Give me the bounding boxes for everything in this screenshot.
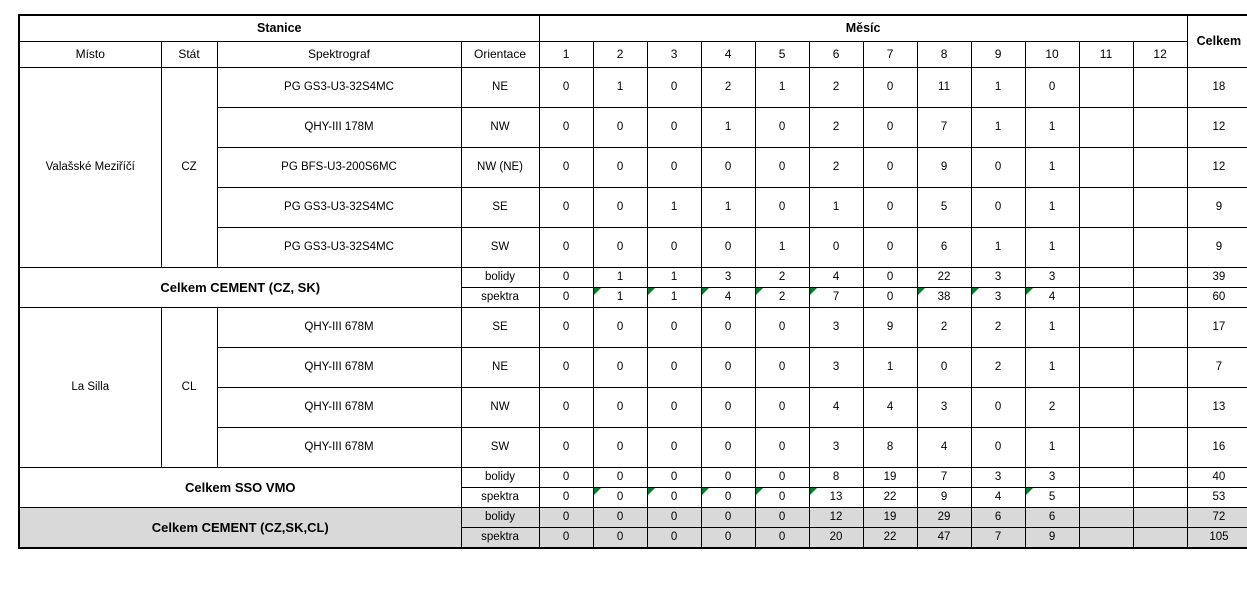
cell-month-2: 0 xyxy=(593,527,647,548)
cell-month-4: 0 xyxy=(701,527,755,548)
cell-month-12 xyxy=(1133,507,1187,527)
cell-month-5: 2 xyxy=(755,287,809,307)
cell-month-5: 0 xyxy=(755,107,809,147)
grand-total-row-bolidy xyxy=(19,507,1247,527)
header-month-8: 8 xyxy=(917,41,971,67)
cell-month-8: 22 xyxy=(917,267,971,287)
header-group-month: Měsíc xyxy=(539,15,1187,41)
header-month-12: 12 xyxy=(1133,41,1187,67)
spectrograph-name: PG GS3-U3-32S4MC xyxy=(217,227,461,267)
cell-month-12 xyxy=(1133,427,1187,467)
spectrograph-name: PG GS3-U3-32S4MC xyxy=(217,187,461,227)
cell-month-10: 1 xyxy=(1025,227,1079,267)
cell-month-7: 0 xyxy=(863,267,917,287)
cell-month-4: 0 xyxy=(701,507,755,527)
header-month-10: 10 xyxy=(1025,41,1079,67)
orientation-value: NW (NE) xyxy=(461,147,539,187)
cell-row-total: 12 xyxy=(1187,107,1247,147)
header-spectrograph: Spektrograf xyxy=(217,41,461,67)
cell-month-7: 22 xyxy=(863,527,917,548)
cell-month-5: 0 xyxy=(755,187,809,227)
cell-month-8: 9 xyxy=(917,147,971,187)
cell-month-2: 0 xyxy=(593,347,647,387)
cell-month-12 xyxy=(1133,227,1187,267)
cell-month-7: 19 xyxy=(863,507,917,527)
cell-month-7: 0 xyxy=(863,147,917,187)
cell-month-6: 8 xyxy=(809,467,863,487)
cell-month-10: 5 xyxy=(1025,487,1079,507)
spectrograph-name: QHY-III 678M xyxy=(217,307,461,347)
cell-month-3: 0 xyxy=(647,67,701,107)
cell-month-3: 0 xyxy=(647,527,701,548)
cell-row-total: 9 xyxy=(1187,187,1247,227)
cell-month-4: 2 xyxy=(701,67,755,107)
table-row xyxy=(19,67,1247,107)
cell-month-1: 0 xyxy=(539,427,593,467)
spectrograph-name: QHY-III 678M xyxy=(217,427,461,467)
header-month-7: 7 xyxy=(863,41,917,67)
cell-month-1: 0 xyxy=(539,287,593,307)
cell-month-10: 2 xyxy=(1025,387,1079,427)
summary-label-cement-cz-sk: Celkem CEMENT (CZ, SK) xyxy=(19,267,461,307)
cell-month-3: 1 xyxy=(647,267,701,287)
cell-month-10: 1 xyxy=(1025,187,1079,227)
cell-row-total: 39 xyxy=(1187,267,1247,287)
cell-month-10: 3 xyxy=(1025,267,1079,287)
cell-month-10: 3 xyxy=(1025,467,1079,487)
cell-month-6: 3 xyxy=(809,347,863,387)
cell-row-total: 18 xyxy=(1187,67,1247,107)
cell-month-4: 0 xyxy=(701,307,755,347)
cell-month-1: 0 xyxy=(539,387,593,427)
cell-row-total: 17 xyxy=(1187,307,1247,347)
cell-month-8: 7 xyxy=(917,107,971,147)
cell-month-8: 2 xyxy=(917,307,971,347)
header-state: Stát xyxy=(161,41,217,67)
cell-month-4: 0 xyxy=(701,347,755,387)
cell-month-3: 0 xyxy=(647,347,701,387)
orientation-value: NW xyxy=(461,107,539,147)
orientation-value: SW xyxy=(461,227,539,267)
cell-month-8: 5 xyxy=(917,187,971,227)
cell-month-10: 4 xyxy=(1025,287,1079,307)
cell-row-total: 12 xyxy=(1187,147,1247,187)
cell-row-total: 40 xyxy=(1187,467,1247,487)
cell-month-3: 0 xyxy=(647,427,701,467)
table-row xyxy=(19,307,1247,347)
cell-month-9: 7 xyxy=(971,527,1025,548)
spectrograph-name: PG BFS-U3-200S6MC xyxy=(217,147,461,187)
cell-month-11 xyxy=(1079,227,1133,267)
orientation-value: NE xyxy=(461,67,539,107)
cell-month-5: 0 xyxy=(755,527,809,548)
cell-month-5: 0 xyxy=(755,147,809,187)
grand-total-kind-spektra: spektra xyxy=(461,527,539,548)
cell-month-6: 12 xyxy=(809,507,863,527)
cell-month-9: 1 xyxy=(971,107,1025,147)
cell-month-6: 2 xyxy=(809,107,863,147)
cell-month-9: 0 xyxy=(971,187,1025,227)
cell-month-6: 13 xyxy=(809,487,863,507)
cell-month-1: 0 xyxy=(539,267,593,287)
cell-month-12 xyxy=(1133,467,1187,487)
spectrograph-name: QHY-III 178M xyxy=(217,107,461,147)
cell-month-8: 7 xyxy=(917,467,971,487)
cell-row-total: 16 xyxy=(1187,427,1247,467)
cell-month-7: 0 xyxy=(863,67,917,107)
cell-month-10: 1 xyxy=(1025,307,1079,347)
cell-month-4: 0 xyxy=(701,227,755,267)
cell-month-11 xyxy=(1079,347,1133,387)
cell-month-2: 1 xyxy=(593,267,647,287)
cell-month-4: 1 xyxy=(701,187,755,227)
cell-month-6: 7 xyxy=(809,287,863,307)
cell-month-11 xyxy=(1079,267,1133,287)
cell-month-1: 0 xyxy=(539,487,593,507)
cell-month-2: 0 xyxy=(593,307,647,347)
spectrograph-name: QHY-III 678M xyxy=(217,347,461,387)
cell-month-1: 0 xyxy=(539,227,593,267)
cell-month-12 xyxy=(1133,287,1187,307)
cell-month-11 xyxy=(1079,507,1133,527)
cell-month-4: 0 xyxy=(701,467,755,487)
cell-month-11 xyxy=(1079,187,1133,227)
cell-month-5: 0 xyxy=(755,467,809,487)
cell-month-12 xyxy=(1133,267,1187,287)
cell-month-4: 0 xyxy=(701,387,755,427)
cell-month-10: 1 xyxy=(1025,427,1079,467)
cell-month-2: 1 xyxy=(593,287,647,307)
cell-month-2: 0 xyxy=(593,507,647,527)
cell-month-12 xyxy=(1133,147,1187,187)
cell-month-11 xyxy=(1079,287,1133,307)
cell-month-11 xyxy=(1079,467,1133,487)
cell-month-2: 1 xyxy=(593,67,647,107)
cell-month-11 xyxy=(1079,387,1133,427)
cell-month-3: 1 xyxy=(647,287,701,307)
header-month-5: 5 xyxy=(755,41,809,67)
cell-month-5: 2 xyxy=(755,267,809,287)
cell-month-2: 0 xyxy=(593,227,647,267)
cell-month-8: 3 xyxy=(917,387,971,427)
cell-month-12 xyxy=(1133,107,1187,147)
cell-month-6: 3 xyxy=(809,307,863,347)
cell-month-1: 0 xyxy=(539,147,593,187)
cell-month-9: 2 xyxy=(971,307,1025,347)
cell-month-2: 0 xyxy=(593,387,647,427)
cell-month-3: 0 xyxy=(647,467,701,487)
cell-month-11 xyxy=(1079,427,1133,467)
cell-row-total: 7 xyxy=(1187,347,1247,387)
cell-month-6: 20 xyxy=(809,527,863,548)
cell-month-9: 0 xyxy=(971,427,1025,467)
cell-month-2: 0 xyxy=(593,107,647,147)
header-total: Celkem xyxy=(1187,15,1247,67)
header-place: Místo xyxy=(19,41,161,67)
cell-month-6: 4 xyxy=(809,387,863,427)
cell-month-2: 0 xyxy=(593,487,647,507)
header-month-4: 4 xyxy=(701,41,755,67)
cell-month-11 xyxy=(1079,67,1133,107)
cell-month-10: 1 xyxy=(1025,347,1079,387)
cell-month-1: 0 xyxy=(539,507,593,527)
cell-month-5: 1 xyxy=(755,227,809,267)
cell-month-9: 4 xyxy=(971,487,1025,507)
cell-month-6: 0 xyxy=(809,227,863,267)
cell-month-5: 0 xyxy=(755,307,809,347)
cell-month-8: 11 xyxy=(917,67,971,107)
cell-row-total: 53 xyxy=(1187,487,1247,507)
header-month-6: 6 xyxy=(809,41,863,67)
cell-month-11 xyxy=(1079,147,1133,187)
cell-month-11 xyxy=(1079,307,1133,347)
cell-month-5: 0 xyxy=(755,487,809,507)
cell-month-12 xyxy=(1133,527,1187,548)
summary-kind-spektra: spektra xyxy=(461,487,539,507)
cell-month-4: 0 xyxy=(701,487,755,507)
orientation-value: SE xyxy=(461,187,539,227)
cell-month-9: 1 xyxy=(971,227,1025,267)
cell-month-8: 6 xyxy=(917,227,971,267)
cell-month-6: 2 xyxy=(809,67,863,107)
cell-month-10: 9 xyxy=(1025,527,1079,548)
cell-month-7: 9 xyxy=(863,307,917,347)
cell-month-9: 6 xyxy=(971,507,1025,527)
cell-month-7: 0 xyxy=(863,187,917,227)
cell-month-12 xyxy=(1133,187,1187,227)
cell-month-1: 0 xyxy=(539,307,593,347)
cell-month-1: 0 xyxy=(539,187,593,227)
cell-month-7: 0 xyxy=(863,107,917,147)
cell-month-3: 0 xyxy=(647,507,701,527)
cell-month-1: 0 xyxy=(539,527,593,548)
summary-kind-spektra: spektra xyxy=(461,287,539,307)
cell-month-2: 0 xyxy=(593,467,647,487)
cell-month-1: 0 xyxy=(539,107,593,147)
cell-month-9: 3 xyxy=(971,467,1025,487)
grand-total-label: Celkem CEMENT (CZ,SK,CL) xyxy=(19,507,461,548)
summary-row-sso-vmo-bolidy xyxy=(19,467,1247,487)
cell-month-7: 0 xyxy=(863,227,917,267)
cell-month-1: 0 xyxy=(539,67,593,107)
cell-month-2: 0 xyxy=(593,427,647,467)
cell-month-10: 6 xyxy=(1025,507,1079,527)
cell-month-5: 0 xyxy=(755,507,809,527)
cell-month-4: 3 xyxy=(701,267,755,287)
header-group-station: Stanice xyxy=(19,15,539,41)
cell-month-6: 1 xyxy=(809,187,863,227)
cell-month-10: 1 xyxy=(1025,107,1079,147)
header-orientation: Orientace xyxy=(461,41,539,67)
cell-month-8: 47 xyxy=(917,527,971,548)
table-header-columns xyxy=(19,41,1247,67)
cell-month-11 xyxy=(1079,107,1133,147)
summary-label-sso-vmo: Celkem SSO VMO xyxy=(19,467,461,507)
cell-month-6: 3 xyxy=(809,427,863,467)
cell-row-total: 105 xyxy=(1187,527,1247,548)
cell-month-10: 1 xyxy=(1025,147,1079,187)
cell-month-9: 3 xyxy=(971,267,1025,287)
cell-month-8: 29 xyxy=(917,507,971,527)
cell-month-12 xyxy=(1133,487,1187,507)
cell-month-7: 0 xyxy=(863,287,917,307)
header-month-3: 3 xyxy=(647,41,701,67)
cell-month-5: 0 xyxy=(755,387,809,427)
header-month-2: 2 xyxy=(593,41,647,67)
cell-month-12 xyxy=(1133,307,1187,347)
cell-month-5: 0 xyxy=(755,427,809,467)
cell-month-7: 19 xyxy=(863,467,917,487)
cell-month-4: 0 xyxy=(701,147,755,187)
cell-month-4: 4 xyxy=(701,287,755,307)
cell-month-6: 4 xyxy=(809,267,863,287)
header-month-11: 11 xyxy=(1079,41,1133,67)
cell-month-9: 2 xyxy=(971,347,1025,387)
cell-month-12 xyxy=(1133,67,1187,107)
orientation-value: NW xyxy=(461,387,539,427)
cell-month-3: 0 xyxy=(647,227,701,267)
cell-month-5: 1 xyxy=(755,67,809,107)
cell-month-11 xyxy=(1079,527,1133,548)
cell-month-12 xyxy=(1133,347,1187,387)
cell-month-7: 8 xyxy=(863,427,917,467)
cell-month-2: 0 xyxy=(593,147,647,187)
cell-row-total: 9 xyxy=(1187,227,1247,267)
cell-month-3: 0 xyxy=(647,387,701,427)
cell-month-4: 1 xyxy=(701,107,755,147)
cell-month-9: 0 xyxy=(971,147,1025,187)
cell-month-8: 9 xyxy=(917,487,971,507)
state-cz: CZ xyxy=(161,67,217,267)
cell-month-5: 0 xyxy=(755,347,809,387)
cell-month-3: 1 xyxy=(647,187,701,227)
cell-row-total: 72 xyxy=(1187,507,1247,527)
cell-month-3: 0 xyxy=(647,307,701,347)
orientation-value: SE xyxy=(461,307,539,347)
orientation-value: SW xyxy=(461,427,539,467)
cell-month-6: 2 xyxy=(809,147,863,187)
cell-row-total: 60 xyxy=(1187,287,1247,307)
place-valasske-mezirici: Valašské Meziříčí xyxy=(19,67,161,267)
summary-kind-bolidy: bolidy xyxy=(461,467,539,487)
cell-month-7: 22 xyxy=(863,487,917,507)
cell-month-3: 0 xyxy=(647,487,701,507)
summary-kind-bolidy: bolidy xyxy=(461,267,539,287)
cell-month-7: 1 xyxy=(863,347,917,387)
statistics-table xyxy=(18,14,1247,549)
cell-month-8: 4 xyxy=(917,427,971,467)
place-la-silla: La Silla xyxy=(19,307,161,467)
table-header-groups xyxy=(19,15,1247,41)
cell-month-3: 0 xyxy=(647,147,701,187)
cell-month-3: 0 xyxy=(647,107,701,147)
cell-month-2: 0 xyxy=(593,187,647,227)
cell-month-8: 0 xyxy=(917,347,971,387)
cell-month-8: 38 xyxy=(917,287,971,307)
spectrograph-name: PG GS3-U3-32S4MC xyxy=(217,67,461,107)
orientation-value: NE xyxy=(461,347,539,387)
cell-month-9: 0 xyxy=(971,387,1025,427)
summary-row-cement-cz-sk-bolidy xyxy=(19,267,1247,287)
cell-month-7: 4 xyxy=(863,387,917,427)
cell-month-12 xyxy=(1133,387,1187,427)
spectrograph-name: QHY-III 678M xyxy=(217,387,461,427)
cell-month-9: 3 xyxy=(971,287,1025,307)
state-cl: CL xyxy=(161,307,217,467)
cell-month-1: 0 xyxy=(539,347,593,387)
header-month-1: 1 xyxy=(539,41,593,67)
header-month-9: 9 xyxy=(971,41,1025,67)
cell-month-10: 0 xyxy=(1025,67,1079,107)
grand-total-kind-bolidy: bolidy xyxy=(461,507,539,527)
cell-month-4: 0 xyxy=(701,427,755,467)
cell-row-total: 13 xyxy=(1187,387,1247,427)
cell-month-11 xyxy=(1079,487,1133,507)
cell-month-1: 0 xyxy=(539,467,593,487)
cell-month-9: 1 xyxy=(971,67,1025,107)
